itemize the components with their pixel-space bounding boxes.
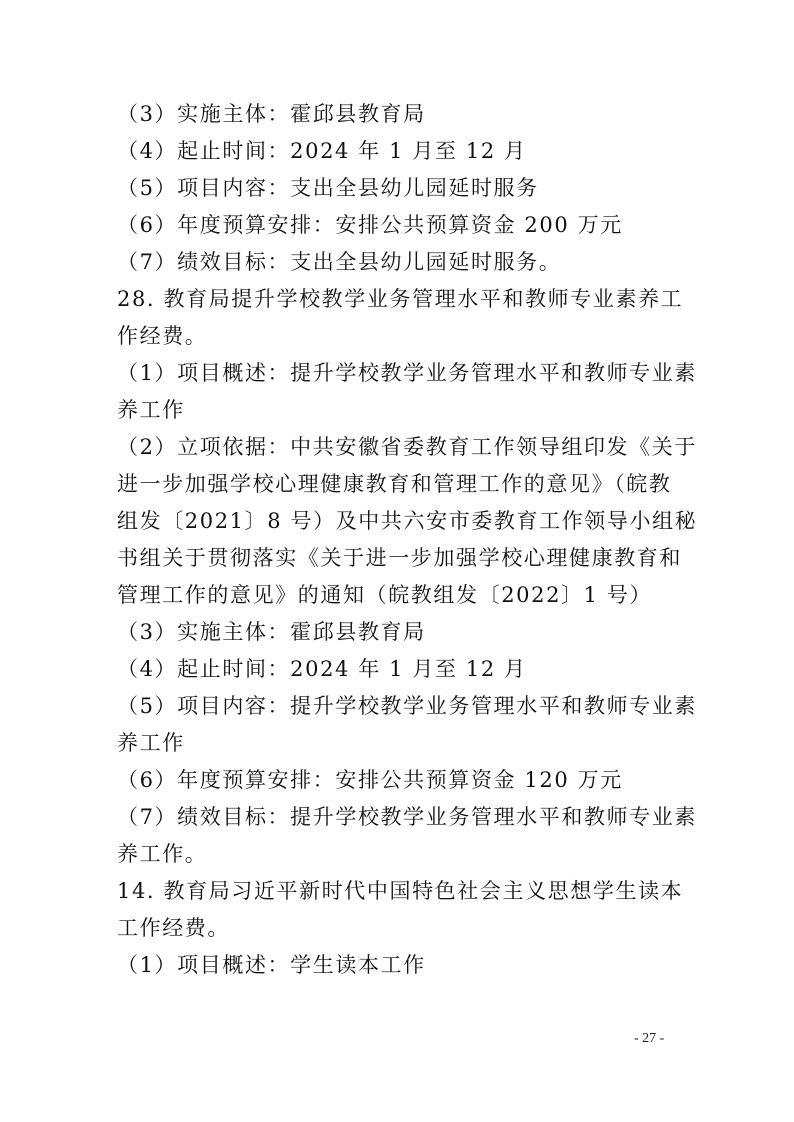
text-line: （2）立项依据：中共安徽省委教育工作领导组印发《关于 bbox=[117, 435, 697, 459]
text-line: （5）项目内容：提升学校教学业务管理水平和教师专业素 bbox=[117, 694, 697, 718]
text-line: （7）绩效目标：提升学校教学业务管理水平和教师专业素 bbox=[117, 805, 697, 829]
text-line: （1）项目概述：提升学校教学业务管理水平和教师专业素 bbox=[117, 361, 697, 385]
text-line: 书组关于贯彻落实《关于进一步加强学校心理健康教育和 bbox=[117, 546, 682, 570]
text-line: 进一步加强学校心理健康教育和管理工作的意见》（皖教 bbox=[117, 472, 672, 496]
text-line: （5）项目内容：支出全县幼儿园延时服务 bbox=[117, 176, 539, 200]
section-heading: 14. 教育局习近平新时代中国特色社会主义思想学生读本 bbox=[117, 879, 684, 903]
text-line: （3）实施主体：霍邱县教育局 bbox=[117, 620, 426, 644]
text-line: （1）项目概述：学生读本工作 bbox=[117, 953, 426, 977]
text-line: 管理工作的意见》的通知（皖教组发〔2022〕1 号） bbox=[117, 583, 653, 607]
section-heading-continuation: 作经费。 bbox=[117, 324, 208, 348]
text-line: （3）实施主体：霍邱县教育局 bbox=[117, 102, 426, 126]
text-line: （7）绩效目标：支出全县幼儿园延时服务。 bbox=[117, 250, 562, 274]
section-heading: 28. 教育局提升学校教学业务管理水平和教师专业素养工 bbox=[117, 287, 684, 311]
text-line: 组发〔2021〕8 号）及中共六安市委教育工作领导小组秘 bbox=[117, 509, 698, 533]
text-line: 养工作 bbox=[117, 731, 185, 755]
document-body bbox=[117, 96, 698, 984]
text-line: （6）年度预算安排：安排公共预算资金 200 万元 bbox=[117, 213, 623, 237]
text-line: （4）起止时间：2024 年 1 月至 12 月 bbox=[117, 139, 527, 163]
text-line: （6）年度预算安排：安排公共预算资金 120 万元 bbox=[117, 768, 623, 792]
text-line: 养工作 bbox=[117, 398, 185, 422]
page-number: - 27 - bbox=[634, 1031, 665, 1046]
text-line: 养工作。 bbox=[117, 842, 208, 866]
section-heading-continuation: 工作经费。 bbox=[117, 916, 230, 940]
text-line: （4）起止时间：2024 年 1 月至 12 月 bbox=[117, 657, 527, 681]
